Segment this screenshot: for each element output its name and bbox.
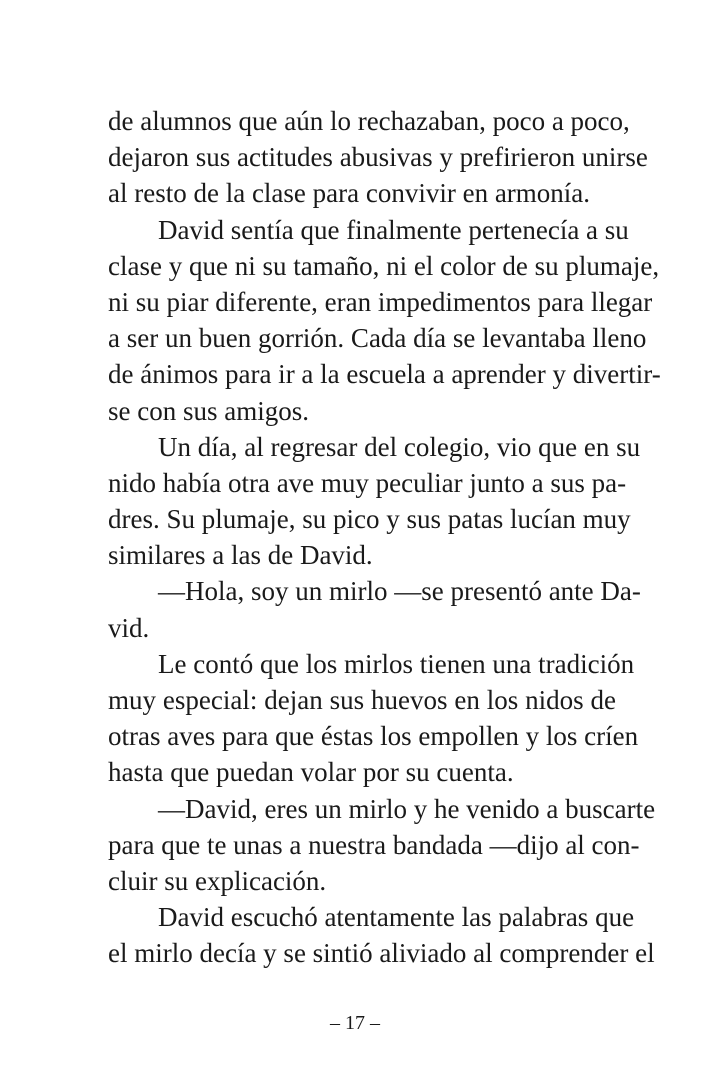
text-line: similares a las de David. [108,540,373,571]
text-line: el mirlo decía y se sintió aliviado al comprender el [108,938,655,969]
text-line: Le contó que los mirlos tienen una tradición [158,648,635,679]
text-line: al resto de la clase para convivir en armonía. [108,178,591,209]
text-line: de ánimos para ir a la escuela a aprender y divertir- [108,359,661,390]
text-line: —Hola, soy un mirlo —se presentó ante Da- [158,576,641,607]
text-line: David sentía que finalmente pertenecía a su [158,214,629,245]
text-line: de alumnos que aún lo rechazaban, poco a poco, [108,106,630,136]
text-line: para que te unas a nuestra bandada —dijo al con- [108,829,640,860]
page-number: – 17 – [330,1012,380,1034]
text-line: a ser un buen gorrión. Cada día se levantaba lleno [108,323,647,354]
text-line: nido había otra ave muy peculiar junto a sus pa- [108,467,627,498]
text-line: hasta que puedan volar por su cuenta. [108,757,514,788]
text-line: dejaron sus actitudes abusivas y prefirieron unirse [108,142,648,173]
text-line: David escuchó atentamente las palabras que [158,902,635,933]
text-line: clase y que ni su tamaño, ni el color de su plumaje, [108,250,660,281]
text-line: cluir su explicación. [108,865,327,896]
text-line: muy especial: dejan sus huevos en los nidos de [108,685,616,715]
text-line: —David, eres un mirlo y he venido a buscarte [158,793,656,824]
text-line: dres. Su plumaje, su pico y sus patas lucían muy [108,504,631,535]
text-line: Un día, al regresar del colegio, vio que en su [158,431,641,462]
text-line: otras aves para que éstas los empollen y los críen [108,721,639,752]
text-line: ni su piar diferente, eran impedimentos para llegar [108,286,653,317]
body-text [108,103,661,972]
text-line: se con sus amigos. [108,395,309,426]
text-line: vid. [108,612,150,643]
